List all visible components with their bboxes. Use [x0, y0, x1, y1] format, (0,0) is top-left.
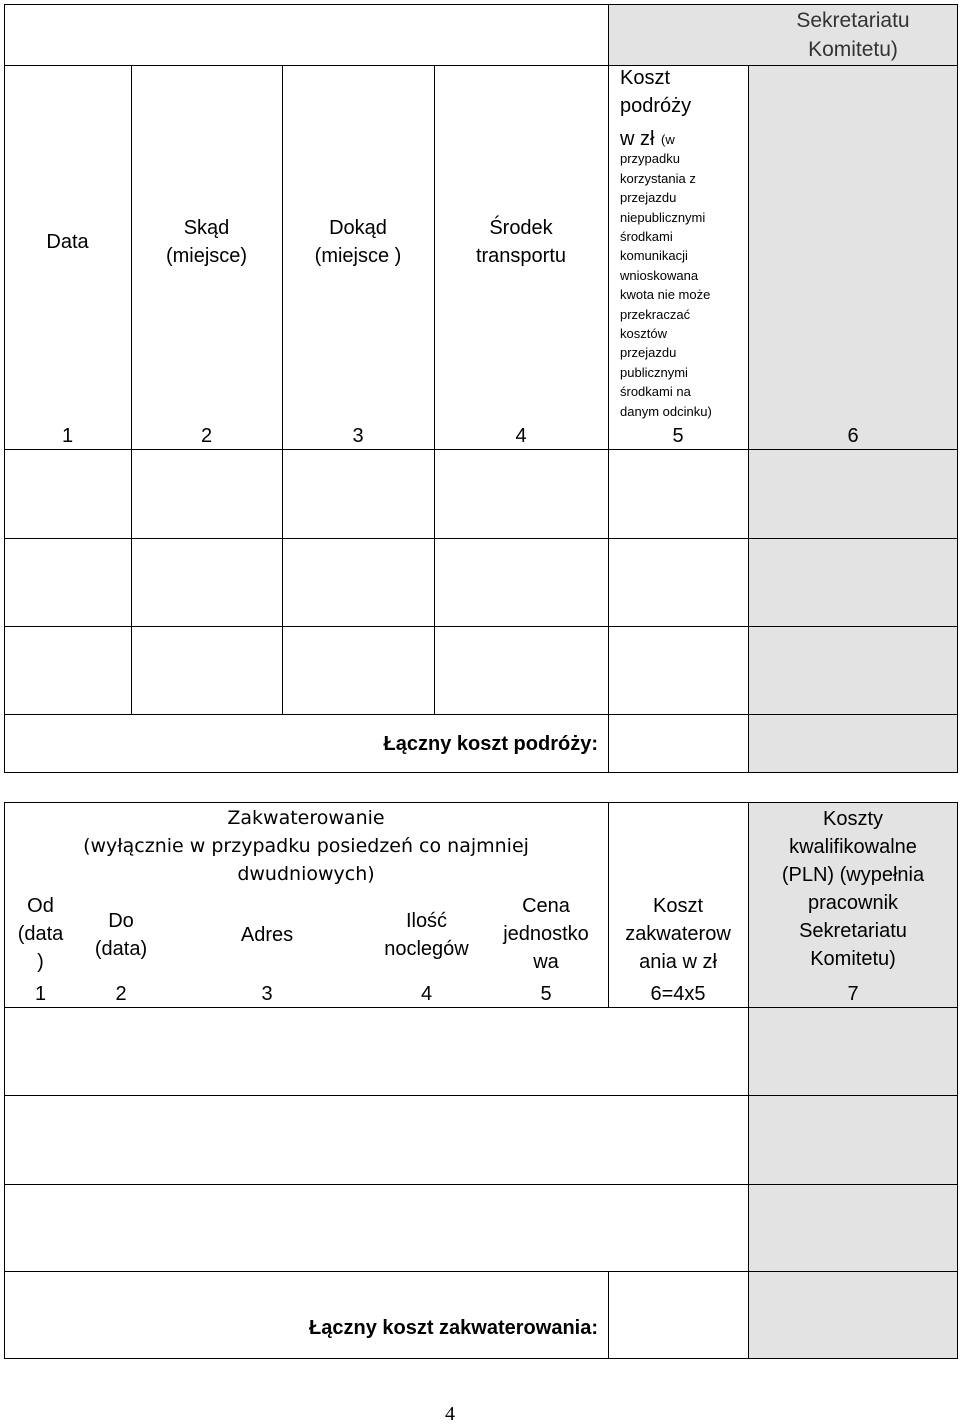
travel-row-2-col5[interactable] — [608, 538, 749, 627]
travel-row-1-col2[interactable] — [131, 449, 283, 539]
acc-total-label-cell — [4, 1271, 609, 1359]
acc-row-1-cell[interactable] — [4, 1007, 749, 1096]
col-number-1: 1 — [61, 425, 74, 447]
travel-total-label: Łączny koszt podróży: — [383, 732, 598, 755]
col-header-sekretariat: Sekretariatu Komitetu) — [796, 9, 910, 61]
col-header-koszt-note: (w przypadku korzystania z przejazdu niepublicznymi środkami komunikacji wnioskowana kwota nie może przekraczać kosztów przejazdu publicznymi środkami na danym odcinku) — [620, 132, 712, 419]
col-header-koszt-title: Koszt podróży — [620, 67, 692, 117]
acc-row-3-col7 — [748, 1184, 958, 1272]
acc-col-header-koszty-kwalifikowalne: Koszty kwalifikowalne (PLN) (wypełnia pracownik Sekretariatu Komitetu) — [781, 808, 925, 970]
travel-row-3-col6 — [748, 626, 958, 715]
travel-row-1-col4[interactable] — [434, 449, 609, 539]
col-number-5: 5 — [672, 425, 684, 447]
travel-total-col6-cell — [748, 714, 958, 773]
page-number: 4 — [445, 1403, 455, 1425]
travel-row-1-col1[interactable] — [4, 449, 132, 539]
col-header-data: Data — [46, 231, 89, 253]
col-number-6: 6 — [847, 425, 859, 447]
acc-col-number-3: 3 — [261, 983, 273, 1005]
acc-col-number-6: 6=4x5 — [650, 983, 706, 1005]
col-header-skad: Skąd (miejsce) — [165, 217, 248, 267]
travel-row-3-col3[interactable] — [282, 626, 435, 715]
koszt-unit-text: w zł — [620, 128, 655, 150]
travel-total-label-cell — [4, 714, 609, 773]
travel-row-2-col2[interactable] — [131, 538, 283, 627]
travel-row-2-col4[interactable] — [434, 538, 609, 627]
acc-col-header-koszt: Koszt zakwaterow ania w zł — [625, 895, 731, 973]
acc-total-label: Łączny koszt zakwaterowania: — [309, 1317, 598, 1339]
col-number-4: 4 — [515, 425, 527, 447]
acc-total-value-cell[interactable] — [608, 1271, 749, 1359]
col-header-dokad: Dokąd (miejsce ) — [314, 217, 402, 267]
acc-col-header-adres: Adres — [240, 924, 294, 946]
acc-row-3-cell[interactable] — [4, 1184, 749, 1272]
acc-row-2-cell[interactable] — [4, 1095, 749, 1185]
acc-row-1-col7 — [748, 1007, 958, 1096]
acc-col-number-1: 1 — [34, 983, 47, 1005]
col-number-3: 3 — [352, 425, 364, 447]
travel-row-2-col3[interactable] — [282, 538, 435, 627]
acc-total-col7-cell — [748, 1271, 958, 1359]
acc-col-header-do: Do (data) — [94, 910, 148, 960]
travel-row-3-col1[interactable] — [4, 626, 132, 715]
acc-col-number-4: 4 — [420, 983, 433, 1005]
acc-col-header-ilosc: Ilość noclegów — [384, 910, 469, 960]
travel-row-1-col6 — [748, 449, 958, 539]
header-col6-cell — [748, 65, 958, 450]
travel-row-2-col1[interactable] — [4, 538, 132, 627]
travel-row-3-col2[interactable] — [131, 626, 283, 715]
travel-row-1-col3[interactable] — [282, 449, 435, 539]
travel-row-3-col4[interactable] — [434, 626, 609, 715]
header-data-cell — [4, 4, 609, 66]
acc-col-number-7: 7 — [847, 983, 859, 1005]
col-header-srodek: Środek transportu — [475, 217, 567, 267]
acc-col-header-cena: Cena jednostko wa — [503, 895, 589, 973]
acc-col-number-5: 5 — [540, 983, 552, 1005]
travel-row-3-col5[interactable] — [608, 626, 749, 715]
col-number-2: 2 — [200, 425, 213, 447]
acc-row-2-col7 — [748, 1095, 958, 1185]
travel-row-1-col5[interactable] — [608, 449, 749, 539]
acc-col-header-od: Od (data ) — [17, 895, 64, 973]
acc-col-number-2: 2 — [115, 983, 127, 1005]
travel-row-2-col6 — [748, 538, 958, 627]
travel-total-value-cell[interactable] — [608, 714, 749, 773]
acc-col-header-zakwaterowanie: Zakwaterowanie (wyłącznie w przypadku posiedzeń co najmniej dwudniowych) — [83, 807, 529, 885]
